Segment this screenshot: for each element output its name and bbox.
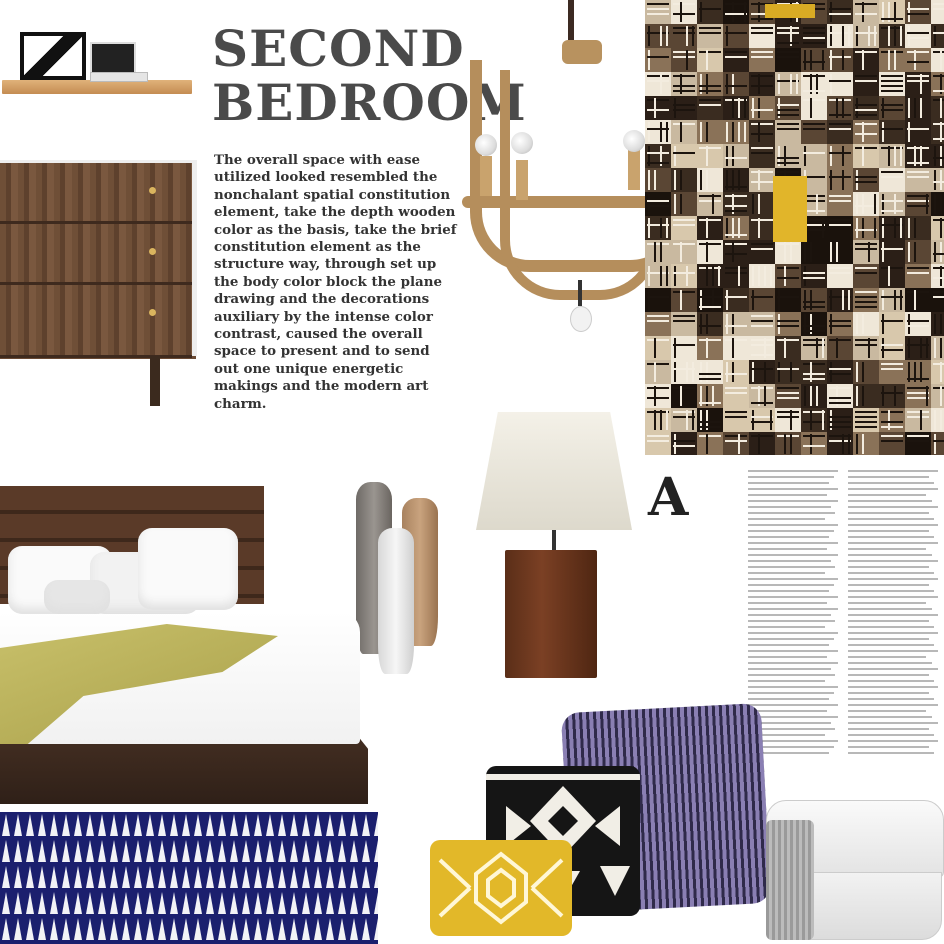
patchwork-pattern xyxy=(645,0,944,455)
article-text-line xyxy=(848,560,938,562)
article-text-line xyxy=(848,722,938,724)
dresser-drawer xyxy=(0,285,192,358)
article-text-line xyxy=(748,548,827,550)
patchwork-wall-art xyxy=(645,0,944,455)
chandelier-candle xyxy=(480,156,492,196)
yellow-cushion-pattern xyxy=(430,840,572,936)
article-text-line xyxy=(848,578,938,580)
article-text-line xyxy=(748,638,834,640)
article-text-line xyxy=(748,506,831,508)
article-text-line xyxy=(748,662,838,664)
article-text-line xyxy=(748,530,834,532)
article-text-line xyxy=(748,596,838,598)
article-text-line xyxy=(848,488,938,490)
article-text-line xyxy=(848,740,938,742)
article-text-line xyxy=(848,500,932,502)
title-line-1: SECOND xyxy=(212,19,465,78)
article-text-line xyxy=(748,488,838,490)
dresser-leg xyxy=(150,356,160,406)
article-text-line xyxy=(848,608,932,610)
bed-pillow xyxy=(44,580,110,614)
navy-patterned-rug xyxy=(0,812,378,944)
article-text-line xyxy=(848,650,938,652)
article-text-line xyxy=(848,728,929,730)
article-text-line xyxy=(848,656,926,658)
lamp-stem xyxy=(552,530,556,552)
shelf-book xyxy=(90,72,148,82)
article-text-line xyxy=(848,542,938,544)
article-text-line xyxy=(748,578,838,580)
article-text-line xyxy=(748,692,834,694)
lamp-shade xyxy=(476,412,632,530)
article-text-line xyxy=(848,692,929,694)
article-text-line xyxy=(748,698,829,700)
title-line-2: BEDROOM xyxy=(212,73,527,132)
description-text: The overall space with ease utilized looked resembled the nonchalant spatial constitution element, take the depth wooden color as the basis, take the brief constitution element as the structure way, through set up the body color block the plane drawing and the decorations auxiliary by the intense color contrast, caused the overall space to present and to send out one unique energetic makings and the modern art charm. xyxy=(214,152,457,412)
article-text-line xyxy=(848,476,929,478)
article-text-line xyxy=(748,680,825,682)
article-text-line xyxy=(848,710,926,712)
chandelier-bulb xyxy=(475,134,497,156)
article-text-line xyxy=(848,698,934,700)
article-text-line xyxy=(848,572,934,574)
article-text-line xyxy=(848,626,934,628)
article-text-line xyxy=(748,536,829,538)
chandelier-bulb xyxy=(623,130,645,152)
chandelier-candle xyxy=(516,160,528,200)
article-text-line xyxy=(748,518,825,520)
article-text-line xyxy=(748,686,838,688)
drawer-knob xyxy=(149,309,156,316)
article-text-line xyxy=(748,524,838,526)
dresser-side-panel xyxy=(192,160,197,356)
article-text-line xyxy=(848,674,929,676)
article-text-line xyxy=(748,482,829,484)
article-text-line xyxy=(748,560,831,562)
article-text-line xyxy=(848,662,932,664)
article-text-line xyxy=(748,620,835,622)
article-text-line xyxy=(748,632,838,634)
article-text-line xyxy=(848,566,929,568)
article-text-line xyxy=(848,614,938,616)
article-text-line xyxy=(748,644,829,646)
article-text-line xyxy=(848,548,926,550)
article-text-line xyxy=(748,500,838,502)
grey-knit-throw xyxy=(766,820,814,940)
article-text-line xyxy=(848,554,932,556)
article-text-line xyxy=(848,644,934,646)
article-text-line xyxy=(848,596,938,598)
chandelier-candle xyxy=(628,150,640,190)
article-text-line xyxy=(748,584,834,586)
rug-pattern xyxy=(0,812,378,944)
article-text-line xyxy=(848,590,934,592)
article-text-line xyxy=(748,674,835,676)
chandelier-bulb xyxy=(511,132,533,154)
shelf-artwork xyxy=(20,32,86,80)
shelf-box xyxy=(90,42,136,76)
article-text-line xyxy=(848,584,929,586)
article-text-line xyxy=(748,512,835,514)
dresser-drawer xyxy=(0,163,192,224)
article-text-line xyxy=(848,602,926,604)
article-text-line xyxy=(848,680,934,682)
bed-pillow xyxy=(138,528,238,610)
article-text-line xyxy=(748,602,827,604)
drawer-knob xyxy=(149,187,156,194)
article-text-line xyxy=(848,482,934,484)
article-text-line xyxy=(748,668,831,670)
article-text-line xyxy=(748,626,825,628)
article-text-line xyxy=(848,494,926,496)
article-text-line xyxy=(848,536,934,538)
lamp-wooden-base xyxy=(505,550,597,678)
article-text-line xyxy=(848,746,929,748)
chandelier-drop-bead xyxy=(570,306,592,332)
wall-shelf xyxy=(2,80,192,94)
article-drop-cap: A xyxy=(648,467,689,528)
dresser-drawer xyxy=(0,224,192,285)
article-text-line xyxy=(848,620,929,622)
article-text-line xyxy=(748,494,827,496)
article-text-line xyxy=(748,572,825,574)
article-text-line xyxy=(748,656,827,658)
yellow-geometric-cushion xyxy=(430,840,572,936)
article-text-line xyxy=(748,476,834,478)
article-text-line xyxy=(748,590,829,592)
article-text-line xyxy=(848,512,929,514)
article-text-line xyxy=(748,470,838,472)
article-text-line xyxy=(748,554,838,556)
article-text-line xyxy=(748,566,835,568)
article-text-line xyxy=(748,704,838,706)
article-text-line xyxy=(848,524,938,526)
article-text-line xyxy=(748,608,838,610)
article-text-line xyxy=(748,650,838,652)
article-text-line xyxy=(848,530,929,532)
article-text-line xyxy=(848,716,932,718)
article-text-line xyxy=(748,710,827,712)
wooden-dresser xyxy=(0,160,196,359)
article-text-line xyxy=(848,668,938,670)
article-text-line xyxy=(848,506,938,508)
drawer-knob xyxy=(149,248,156,255)
article-text-line xyxy=(748,614,831,616)
article-text-line xyxy=(848,752,934,754)
article-text-line xyxy=(848,518,934,520)
article-text-line xyxy=(848,638,929,640)
article-column xyxy=(848,470,938,770)
article-text-line xyxy=(848,704,938,706)
article-text-line xyxy=(848,734,934,736)
chandelier-drop-wire xyxy=(578,280,582,306)
article-text-line xyxy=(848,632,938,634)
vase-white xyxy=(378,528,414,674)
article-text-line xyxy=(748,716,838,718)
article-text-line xyxy=(748,542,838,544)
article-text-line xyxy=(848,470,938,472)
article-text-line xyxy=(848,686,938,688)
